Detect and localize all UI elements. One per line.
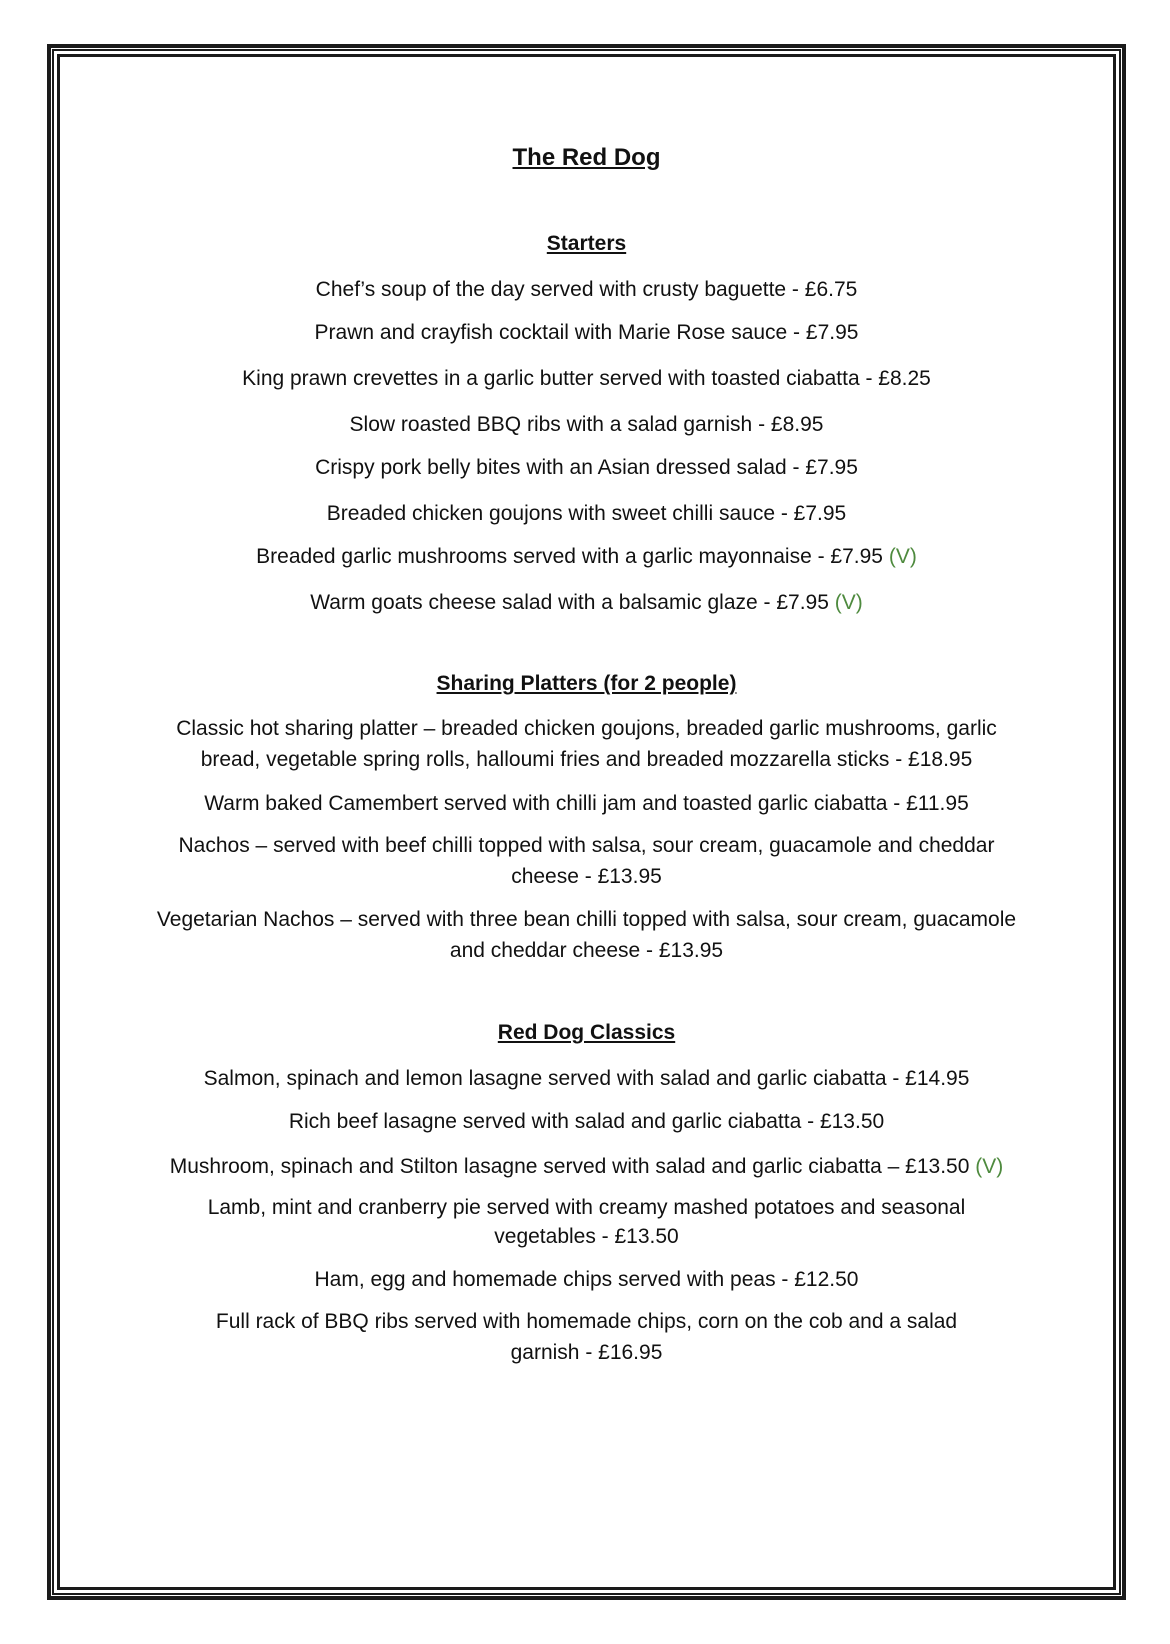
section-heading-red-dog-classics: Red Dog Classics	[497, 1021, 676, 1045]
menu-item: King prawn crevettes in a garlic butter served with toasted ciabatta - £8.25	[242, 366, 931, 390]
menu-item: Mushroom, spinach and Stilton lasagne served with salad and garlic ciabatta – £13.50 (V)	[169, 1155, 1004, 1179]
menu-item: Vegetarian Nachos – served with three bean chilli topped with salsa, sour cream, guacamole and cheddar cheese - £13.95	[156, 908, 1017, 963]
vegetarian-marker: (V)	[975, 1155, 1004, 1179]
menu-item: Nachos – served with beef chilli topped with salsa, sour cream, guacamole and cheddar cheese - £13.95	[178, 834, 995, 889]
menu-item: Ham, egg and homemade chips served with peas - £12.50	[314, 1268, 859, 1292]
menu-item: Full rack of BBQ ribs served with homemade chips, corn on the cob and a salad garnish - £16.95	[215, 1310, 958, 1365]
section-sharing-platters	[120, 671, 1053, 966]
menu-item: Classic hot sharing platter – breaded chicken goujons, breaded garlic mushrooms, garlic bread, vegetable spring rolls, halloumi fries and breaded mozzarella sticks - £18.95	[176, 717, 997, 772]
section-starters	[120, 231, 1053, 619]
section-heading-starters: Starters	[546, 231, 627, 255]
menu-item: Warm baked Camembert served with chilli jam and toasted garlic ciabatta - £11.95	[204, 792, 969, 816]
menu-item: Rich beef lasagne served with salad and garlic ciabatta - £13.50	[288, 1110, 885, 1134]
menu-item: Crispy pork belly bites with an Asian dressed salad - £7.95	[315, 455, 858, 479]
section-red-dog-classics	[120, 1020, 1053, 1368]
menu-item: Chef’s soup of the day served with crusty baguette - £6.75	[315, 277, 858, 301]
menu-title: The Red Dog	[512, 144, 661, 171]
menu-item: Warm goats cheese salad with a balsamic glaze - £7.95 (V)	[310, 590, 863, 614]
menu-content	[120, 130, 1053, 1380]
menu-item: Prawn and crayfish cocktail with Marie Rose sauce - £7.95	[314, 320, 859, 344]
section-heading-sharing-platters: Sharing Platters (for 2 people)	[436, 671, 737, 695]
menu-item: Lamb, mint and cranberry pie served with creamy mashed potatoes and seasonal vegetables - £13.50	[207, 1196, 966, 1249]
vegetarian-marker: (V)	[888, 544, 917, 568]
menu-item: Breaded chicken goujons with sweet chilli sauce - £7.95	[326, 501, 847, 525]
menu-item: Slow roasted BBQ ribs with a salad garnish - £8.95	[349, 412, 824, 436]
menu-item: Breaded garlic mushrooms served with a garlic mayonnaise - £7.95 (V)	[256, 544, 917, 568]
menu-item: Salmon, spinach and lemon lasagne served with salad and garlic ciabatta - £14.95	[203, 1067, 970, 1091]
vegetarian-marker: (V)	[834, 590, 863, 614]
